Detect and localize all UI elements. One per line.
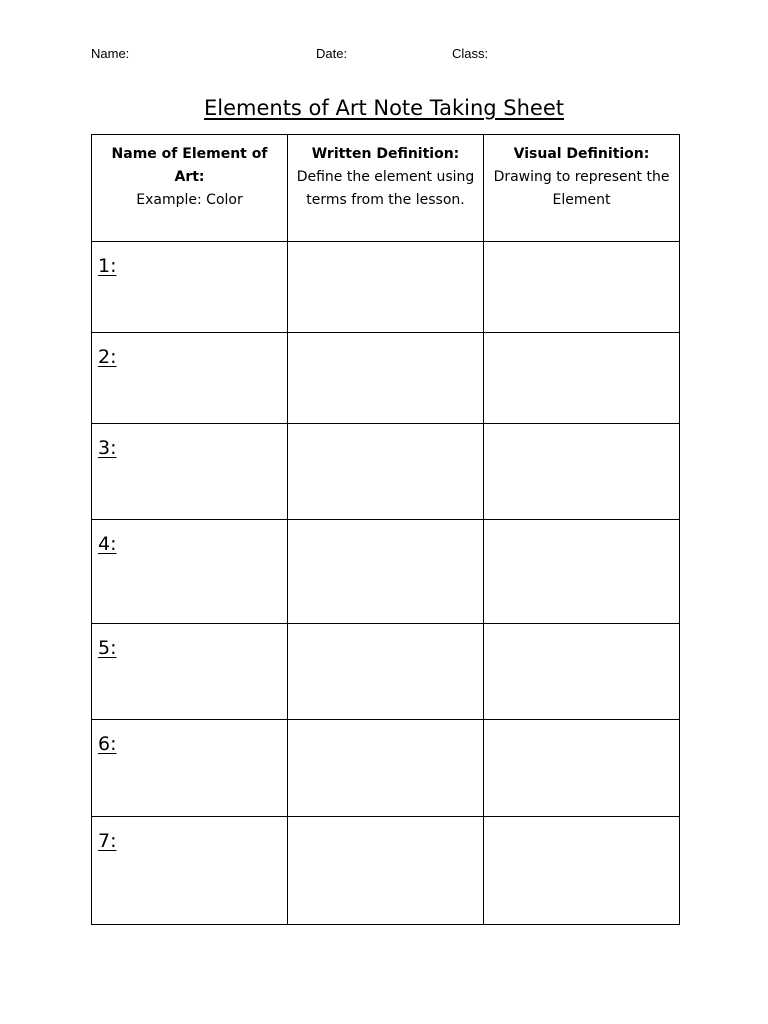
table-header-row bbox=[92, 135, 680, 242]
written-definition-cell[interactable] bbox=[288, 720, 484, 817]
table-row bbox=[92, 333, 680, 424]
page-title: Elements of Art Note Taking Sheet bbox=[203, 96, 564, 120]
class-label: Class: bbox=[452, 46, 489, 61]
table-row bbox=[92, 520, 680, 624]
column-title: Visual Definition: bbox=[513, 146, 650, 162]
column-subtitle: Drawing to represent the Element bbox=[493, 169, 670, 208]
visual-definition-cell[interactable] bbox=[484, 333, 680, 424]
visual-definition-cell[interactable] bbox=[484, 720, 680, 817]
date-label: Date: bbox=[316, 46, 348, 61]
written-definition-cell[interactable] bbox=[288, 424, 484, 520]
table-row bbox=[92, 424, 680, 520]
visual-definition-cell[interactable] bbox=[484, 520, 680, 624]
table-row bbox=[92, 624, 680, 720]
table-row bbox=[92, 817, 680, 925]
column-subtitle: Define the element using terms from the lesson. bbox=[296, 169, 475, 208]
element-name-cell[interactable] bbox=[92, 720, 288, 817]
name-label: Name: bbox=[91, 46, 130, 61]
element-name-cell[interactable] bbox=[92, 624, 288, 720]
column-header-element-name bbox=[92, 135, 288, 242]
visual-definition-cell[interactable] bbox=[484, 817, 680, 925]
column-title: Written Definition: bbox=[311, 146, 460, 162]
column-header-visual-definition bbox=[484, 135, 680, 242]
table-row bbox=[92, 242, 680, 333]
row-number: 4: bbox=[98, 533, 117, 555]
row-number: 5: bbox=[98, 637, 117, 659]
notes-table bbox=[91, 134, 680, 925]
table-row bbox=[92, 720, 680, 817]
element-name-cell[interactable] bbox=[92, 333, 288, 424]
element-name-cell[interactable] bbox=[92, 817, 288, 925]
column-subtitle: Example: Color bbox=[136, 192, 243, 208]
element-name-cell[interactable] bbox=[92, 424, 288, 520]
written-definition-cell[interactable] bbox=[288, 242, 484, 333]
written-definition-cell[interactable] bbox=[288, 520, 484, 624]
written-definition-cell[interactable] bbox=[288, 624, 484, 720]
element-name-cell[interactable] bbox=[92, 242, 288, 333]
written-definition-cell[interactable] bbox=[288, 333, 484, 424]
row-number: 7: bbox=[98, 830, 117, 852]
column-header-written-definition bbox=[288, 135, 484, 242]
visual-definition-cell[interactable] bbox=[484, 624, 680, 720]
row-number: 6: bbox=[98, 733, 117, 755]
column-title: Name of Element of Art: bbox=[111, 146, 268, 185]
element-name-cell[interactable] bbox=[92, 520, 288, 624]
row-number: 2: bbox=[98, 346, 117, 368]
visual-definition-cell[interactable] bbox=[484, 242, 680, 333]
visual-definition-cell[interactable] bbox=[484, 424, 680, 520]
row-number: 1: bbox=[98, 255, 117, 277]
row-number: 3: bbox=[98, 437, 117, 459]
written-definition-cell[interactable] bbox=[288, 817, 484, 925]
